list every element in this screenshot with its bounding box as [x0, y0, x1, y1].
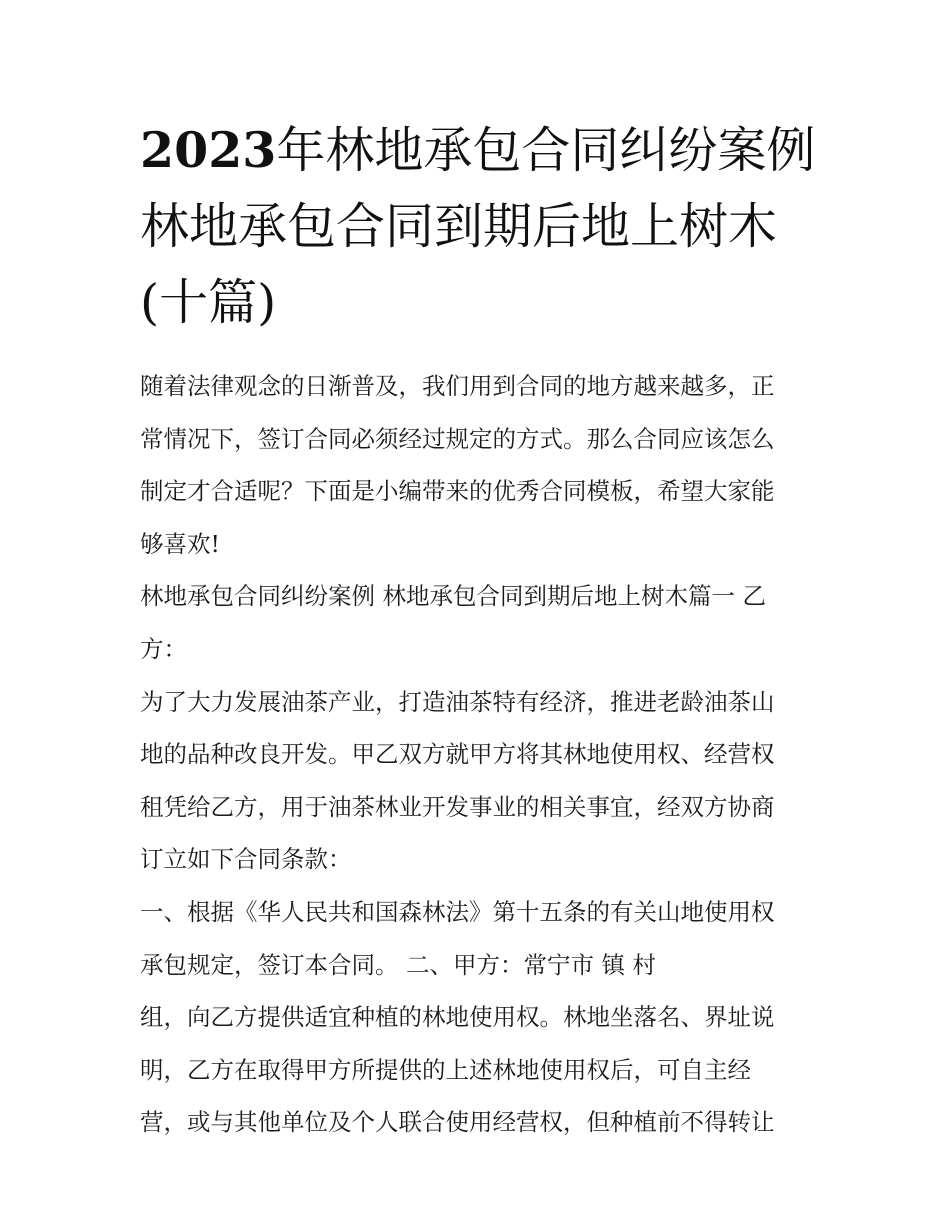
body-line: 明，乙方在取得甲方所提供的上述林地使用权后，可自主经 [140, 1055, 751, 1084]
body-line: 随着法律观念的日渐普及，我们用到合同的地方越来越多，正 [140, 372, 775, 400]
document-title [140, 112, 820, 341]
body-line: 租凭给乙方，用于油茶林业开发事业的相关事宜，经双方协商 [140, 792, 775, 821]
title-line-2: 林地承包合同到期后地上树木 [140, 198, 778, 255]
body-line: 够喜欢! [140, 529, 220, 558]
body-line: 制定才合适呢？下面是小编带来的优秀合同模板，希望大家能 [140, 477, 775, 506]
body-line: 为了大力发展油茶产业，打造油茶特有经济，推进老龄油茶山 [140, 687, 775, 716]
body-line: 林地承包合同纠纷案例 林地承包合同到期后地上树木篇一 乙 [140, 582, 766, 611]
document-body [140, 360, 820, 1149]
body-line: 常情况下，签订合同必须经过规定的方式。那么合同应该怎么 [140, 424, 775, 453]
body-line: 方： [140, 634, 187, 663]
body-line: 组，向乙方提供适宜种植的林地使用权。林地坐落名、界址说 [140, 1003, 775, 1032]
body-line: 承包规定，签订本合同。 二、甲方：常宁市 镇 村 [140, 950, 656, 979]
body-line: 地的品种改良开发。甲乙双方就甲方将其林地使用权、经营权 [140, 740, 775, 769]
body-line: 一、根据《华人民共和国森林法》第十五条的有关山地使用权 [140, 897, 775, 926]
body-line: 订立如下合同条款： [140, 845, 352, 874]
title-text-1: 年林地承包合同纠纷案例 [276, 122, 816, 179]
title-line-3: (十篇) [140, 274, 277, 331]
body-line: 营，或与其他单位及个人联合使用经营权，但种植前不得转让 [140, 1108, 775, 1137]
title-year: 2023 [140, 121, 277, 179]
title-line-1 [140, 112, 820, 189]
